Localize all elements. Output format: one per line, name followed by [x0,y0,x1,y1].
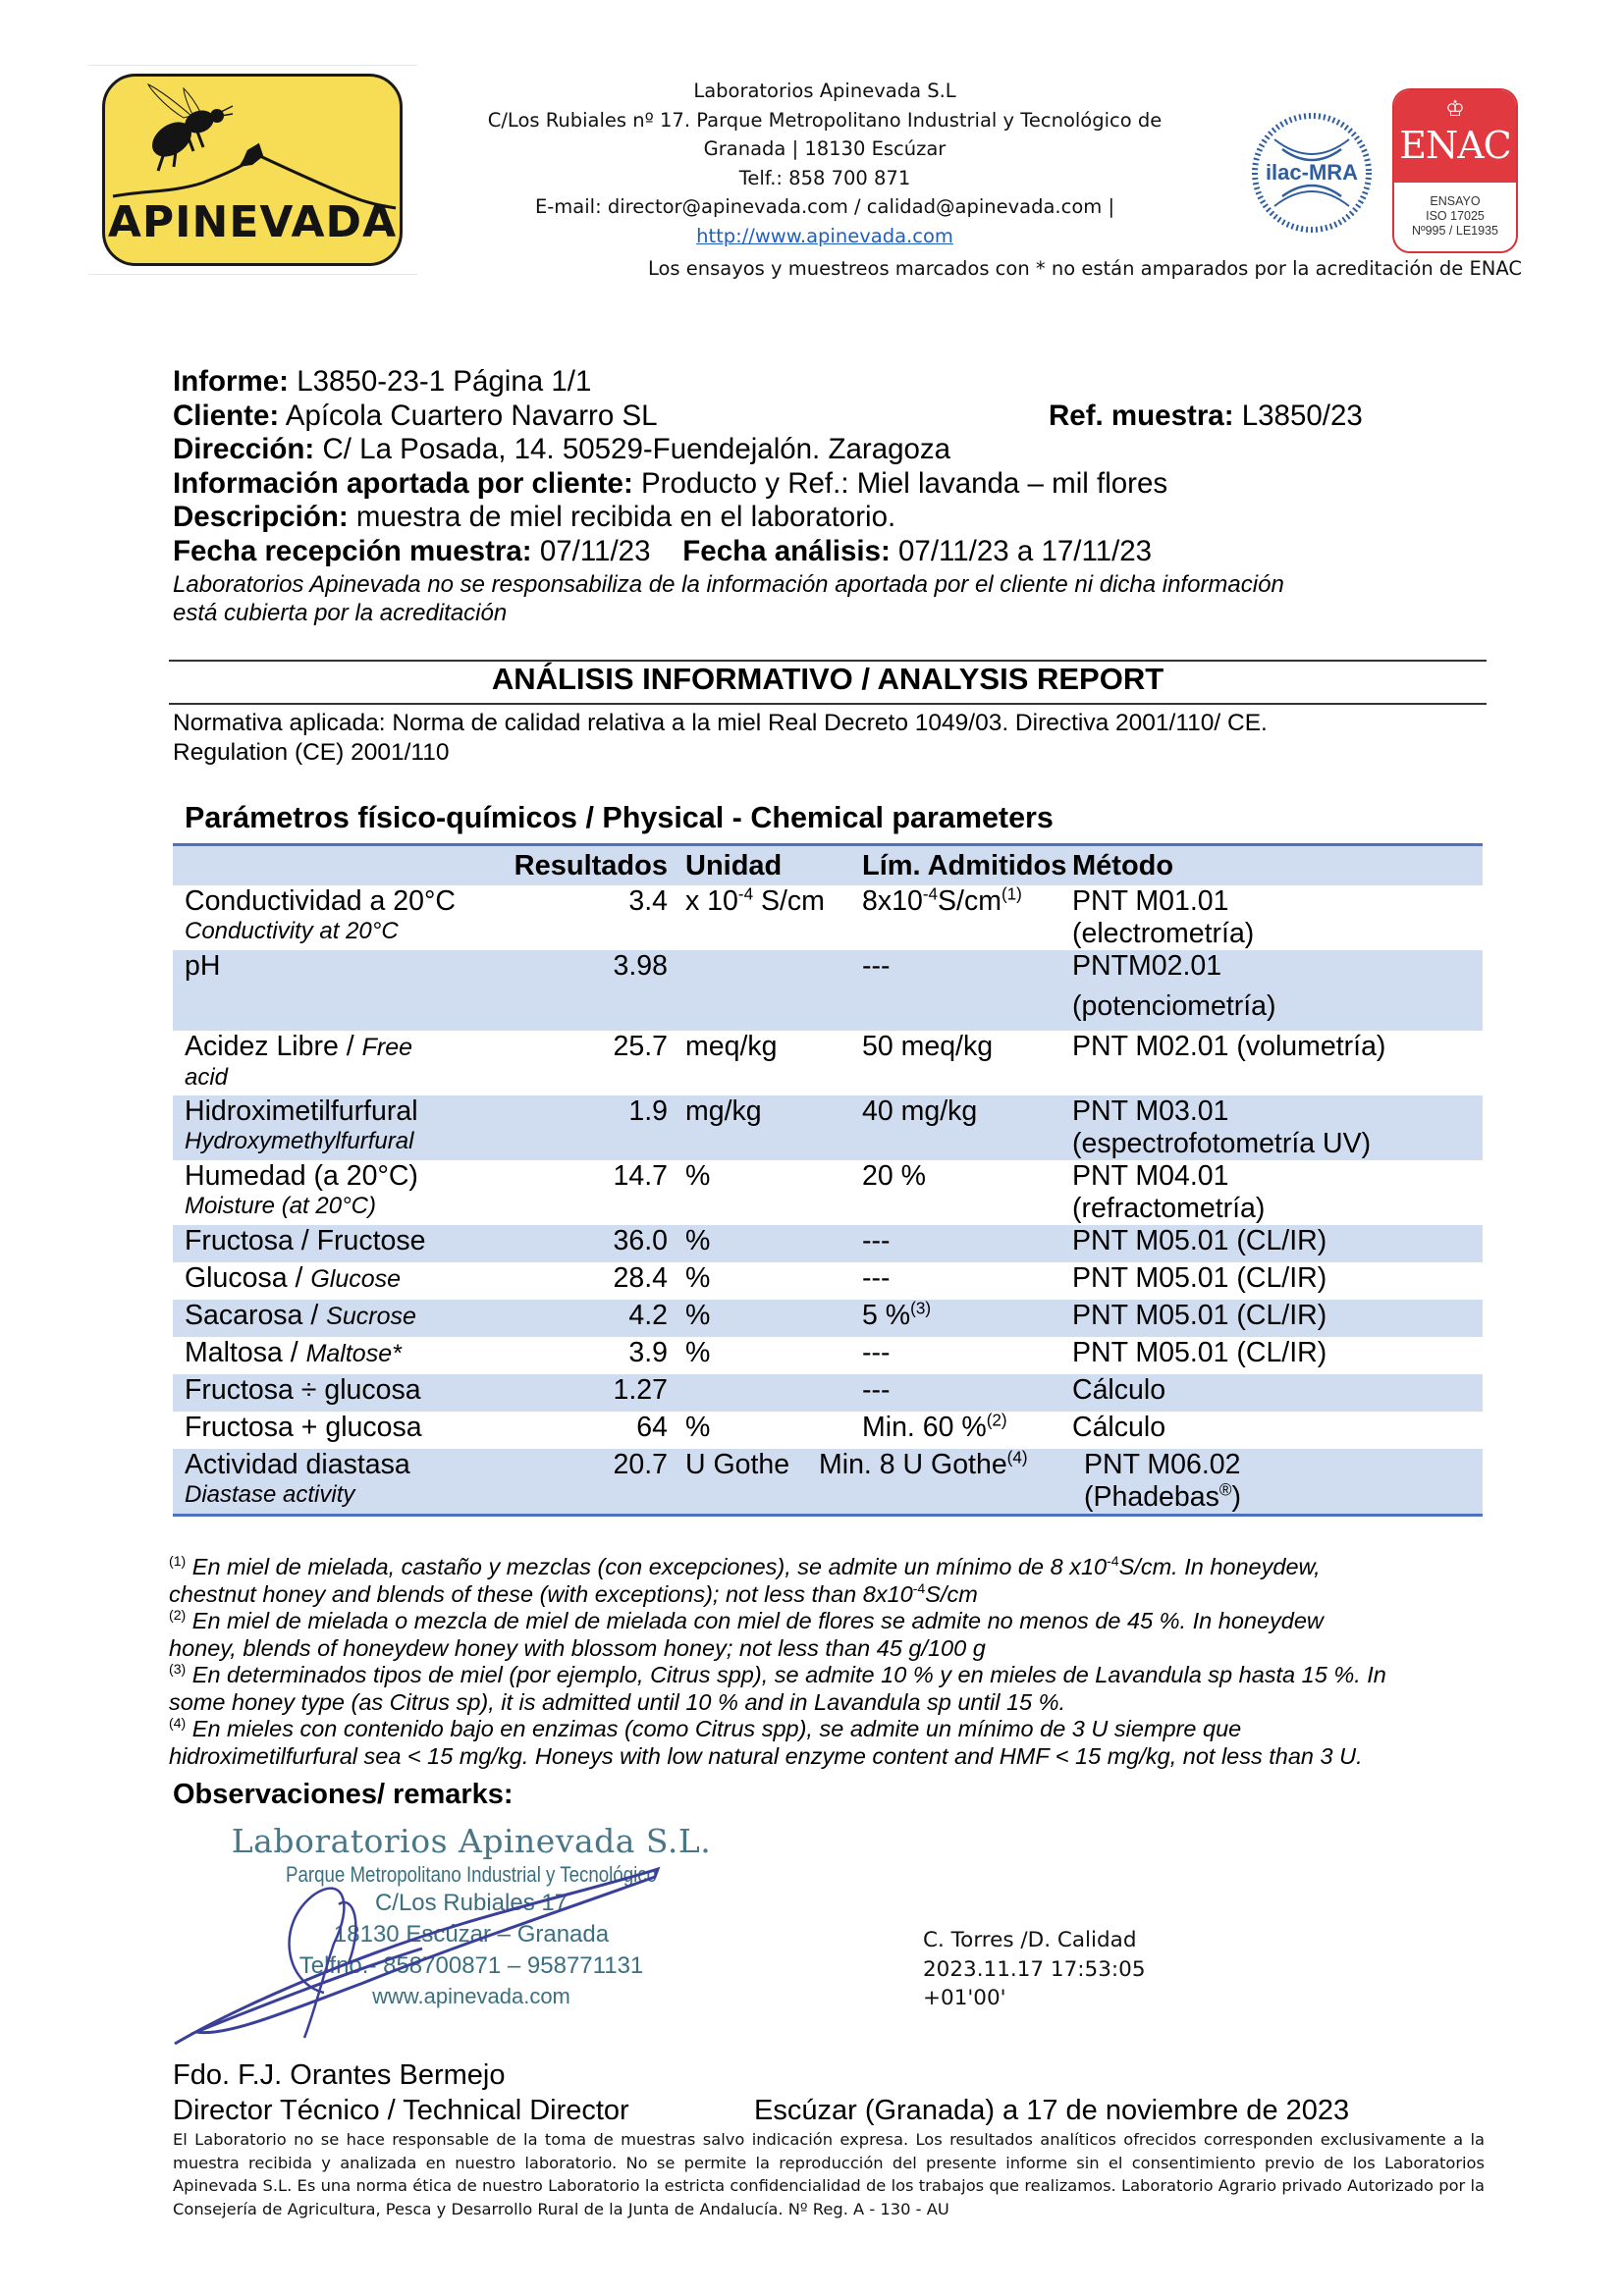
crown-icon: ♔ [1445,96,1465,121]
lab-stamp: Laboratorios Apinevada S.L. Parque Metropolitano Industrial y Tecnológico C/Los Rubiales 17 18130 Escúzar – Granada Telfno.- 858700871 – 958771131 www.apinevada.com [231,1822,712,2008]
fecha-recepcion-value: 07/11/23 [539,534,651,567]
param-name-en: Glucose [310,1265,402,1293]
lab-contact-info [422,77,1227,250]
param-cell [173,1337,507,1374]
result-cell: 36.0 [613,1225,668,1256]
website-link[interactable]: http://www.apinevada.com [696,224,953,247]
param-cell [173,1262,507,1300]
method-cell: PNT M03.01 (espectrofotometría UV) [1070,1095,1483,1160]
enac-line1: ENSAYO [1430,194,1481,208]
limit-cell: --- [862,1374,891,1406]
method-detail: (potenciometría) [1072,990,1276,1022]
footnote-mark: (3) [169,1661,187,1678]
enac-logo [1392,88,1518,253]
header-unidad: Unidad [685,850,783,881]
param-cell [173,1449,507,1514]
result-cell: 28.4 [613,1262,668,1294]
lab-address-line2: Granada | 18130 Escúzar [703,137,947,160]
param-name: pH [185,950,221,982]
ref-value: L3850/23 [1241,399,1363,432]
method-cell: PNT M01.01 (electrometría) [1070,885,1483,950]
limit-cell: Min. 60 %$^{(2)}$ [862,1411,1007,1443]
result-cell: 1.27 [613,1374,668,1406]
table-row [173,1262,1483,1300]
footnote: $^{(2)}$ En miel de mielada o mezcla de miel de mielada con miel de flores se admite no menos de 45 %. In honeydew honey, blends of honeydew honey with blossom honey; not less than 45 g/100 g [169,1607,1324,1661]
cliente-row: Cliente: Apícola Cuartero Navarro SL Ref. muestra: L3850/23 [173,399,1363,432]
place-date: Escúzar (Granada) a 17 de noviembre de 2023 [754,2095,1350,2126]
descripcion-value: muestra de miel recibida en el laboratorio. [355,501,896,533]
method-cell: PNT M05.01 (CL/IR) [1072,1300,1327,1331]
param-name-en: Free [361,1034,412,1061]
table-row [173,1225,1483,1262]
param-name: Fructosa + glucosa [185,1412,422,1443]
fechas-row: Fecha recepción muestra: 07/11/23 Fecha análisis: 07/11/23 a 17/11/23 [173,534,1153,567]
table-row [173,1300,1483,1337]
limit-cell: --- [862,1262,891,1294]
limit-cell: --- [862,1225,891,1256]
param-name-en: Hydroxymethylfurfural [185,1128,414,1154]
divider-bottom [169,703,1487,705]
param-name: Fructosa ÷ glucosa [185,1374,421,1406]
observaciones-label: Observaciones/ remarks: [173,1779,514,1810]
lab-phone: Telf.: 858 700 871 [738,166,911,189]
table-row [173,1374,1483,1412]
unit-cell: % [685,1225,711,1256]
info-cliente-row: Información aportada por cliente: Producto y Ref.: Miel lavanda – mil flores [173,466,1168,500]
unit-cell: U Gothe [685,1449,790,1480]
lab-email: E-mail: director@apinevada.com / calidad@apinevada.com | [534,195,1115,218]
result-cell: 20.7 [613,1449,668,1480]
result-cell: 3.98 [613,950,668,982]
footnote: $^{(3)}$ En determinados tipos de miel (por ejemplo, Citrus spp), se admite 10 % y en mieles de Lavandula sp hasta 15 %. In some honey type (as Citrus sp), it is admitted until 10 % and in Lavandula sp until 15 %. [169,1661,1386,1715]
header-resultados: Resultados [514,850,668,881]
handwritten-signature [167,1836,717,2061]
logo-text: APINEVADA [107,197,398,247]
footnote: $^{(4)}$ En mieles con contenido bajo en enzimas (como Citrus spp), se admite un mínimo de 3 U siempre que hidroximetilfurfural sea < 15 mg/kg. Honeys with low natural enzyme content and HMF < 15 mg/kg, not less than 3 U. [169,1715,1363,1769]
parameters-table [173,843,1483,1517]
report-info [173,365,1489,627]
info-cliente-value: Producto y Ref.: Miel lavanda – mil flores [641,466,1168,500]
table-row [173,1160,1483,1225]
limit-cell: 50 meq/kg [862,1031,994,1062]
result-cell: 1.9 [628,1095,668,1127]
footnote-mark: (4) [169,1715,187,1732]
descripcion-row: Descripción: muestra de miel recibida en el laboratorio. [173,501,896,533]
table-row [173,950,1483,1031]
footnote-mark: (1) [169,1553,187,1570]
param-cell [173,950,507,1031]
param-name: Maltosa / [185,1337,298,1368]
informe-row: Informe: L3850-23-1 Página 1/1 [173,365,592,398]
param-name: Sacarosa / [185,1300,319,1331]
result-cell: 64 [636,1412,668,1443]
limit-cell: --- [862,1337,891,1368]
unit-cell: % [685,1300,711,1331]
param-cell [173,1374,507,1412]
lab-name: Laboratorios Apinevada S.L [693,80,956,102]
method-detail: (refractometría) [1072,1193,1266,1224]
method-cell: PNT M05.01 (CL/IR) [1072,1225,1327,1256]
table-row [173,885,1483,950]
section-title: Parámetros físico-químicos / Physical - Chemical parameters [185,801,1054,834]
table-header [173,846,1483,885]
apinevada-logo [88,65,417,275]
footnote-ref: (1) [1001,884,1022,904]
unit-cell [674,950,854,1031]
table-row [173,1095,1483,1160]
client-info-disclaimer: Laboratorios Apinevada no se responsabiliza de la información aportada por el cliente ni dicha información está cubierta por la acreditación [173,571,1284,626]
unit-cell: mg/kg [685,1095,762,1127]
table-row [173,1412,1483,1449]
normativa: Normativa aplicada: Norma de calidad relativa a la miel Real Decreto 1049/03. Directiva 2001/110/ CE. Regulation (CE) 2001/110 [173,710,1268,766]
method-cell: PNT M05.01 (CL/IR) [1072,1337,1327,1368]
footnote-ref: (2) [986,1411,1007,1430]
report-title: ANÁLISIS INFORMATIVO / ANALYSIS REPORT [491,662,1164,696]
param-cell [173,1160,507,1225]
param-cell [173,1031,507,1095]
signer-name: Fdo. F.J. Orantes Bermejo [173,2059,506,2091]
method-cell: PNT M02.01 (volumetría) [1072,1031,1386,1062]
footnote-mark: (2) [169,1607,187,1624]
method-cell: PNT M04.01 (refractometría) [1070,1160,1483,1225]
result-cell: 3.4 [628,885,668,917]
unit-cell: % [685,1160,711,1192]
param-name: Glucosa / [185,1262,303,1294]
method-cell: PNT M06.02 (Phadebas®) [1070,1449,1483,1514]
unit-cell: % [685,1412,711,1443]
table-row [173,1449,1483,1514]
param-name-en: Conductivity at 20°C [185,918,399,944]
param-cell [173,885,507,950]
method-cell: Cálculo [1072,1412,1166,1443]
method-detail: (espectrofotometría UV) [1072,1128,1372,1159]
param-cell [173,1300,507,1337]
param-name: Conductividad a 20°C [185,885,456,917]
method-detail: (electrometría) [1072,918,1255,949]
param-name-en: Sucrose [326,1303,416,1330]
table-row [173,1337,1483,1374]
footnote-ref: (3) [910,1299,932,1318]
param-name-en: acid [185,1064,229,1091]
param-name: Actividad diastasa [185,1449,410,1480]
unit-cell: meq/kg [685,1031,778,1062]
unit-cell [674,1374,854,1412]
param-name-en: Diastase activity [185,1481,355,1508]
enac-accreditation-note: Los ensayos y muestreos marcados con * no están amparados por la acreditación de ENAC [647,257,1522,280]
header-limites: Lím. Admitidos [862,850,1067,881]
method-cell: Cálculo [1072,1374,1166,1406]
param-name: Acidez Libre / [185,1031,354,1062]
direccion-row: Dirección: C/ La Posada, 14. 50529-Fuendejalón. Zaragoza [173,433,951,465]
footnote-ref: (4) [1006,1448,1028,1468]
param-name-en: Moisture (at 20°C) [185,1193,376,1219]
footnote: $^{(1)}$ En miel de mielada, castaño y mezclas (con excepciones), se admite un mínimo de 8 $x10^{-4}S/cm$. In honeydew, chestnut honey and blends of these (with exceptions); not less than $8x10^{-4}S/cm$ [169,1553,1321,1607]
param-cell [173,1412,507,1449]
result-cell: 3.9 [628,1337,668,1368]
limit-cell: 5 %$^{(3)}$ [862,1299,932,1331]
param-name: Fructosa / Fructose [185,1225,426,1256]
limit-cell: 40 mg/kg [862,1095,978,1127]
result-cell: 25.7 [613,1031,668,1062]
unit-cell: % [685,1337,711,1368]
limit-cell: --- [862,950,891,982]
limit-cell: 20 % [862,1160,926,1192]
param-name: Humedad (a 20°C) [185,1160,418,1192]
enac-name: ENAC [1399,124,1511,167]
limit-cell: $8x10^{-4}S/cm^{(1)}$ [862,884,1022,917]
informe-value: L3850-23-1 Página 1/1 [297,365,592,398]
legal-notice: El Laboratorio no se hace responsable de la toma de muestras salvo indicación expresa. Los resultados analíticos ofrecidos corresponden exclusivamente a la muestra recibida y analizada en nuestro laboratorio. No se permite la reproducción del presente informe sin el consentimiento previo de los Laboratorios Apinevada S.L. Es una norma ética de nuestro Laboratorio la estricta confidencialidad de los trabajos que realizamos. Laboratorio Agrario privado Autorizado por la Consejería de Agricultura, Pesca y Desarrollo Rural de la Junta de Andalucía. Nº Reg. A - 130 - AU [173,2130,1485,2218]
footnotes [169,1554,1489,1770]
limit-cell: Min. 8 U Gothe$^{(4)}$ [819,1448,1028,1480]
unit-cell: x $10^{-4}$ S/cm [685,884,825,917]
fecha-analisis-value: 07/11/23 a 17/11/23 [898,534,1153,567]
ilac-mra-logo [1249,110,1375,236]
param-name: Hidroximetilfurfural [185,1095,418,1127]
ref-muestra: Ref. muestra: L3850/23 [1049,399,1363,432]
table-body [173,885,1483,1514]
ilac-text: ilac-MRA [1265,160,1359,185]
ilac-mra-icon [1249,110,1375,236]
header-metodo: Método [1072,850,1174,881]
signer-block [173,2057,1350,2128]
result-cell: 14.7 [613,1160,668,1192]
lab-address-line1: C/Los Rubiales nº 17. Parque Metropolitano Industrial y Tecnológico de [487,108,1163,132]
table-row [173,1031,1483,1095]
signer-role: Director Técnico / Technical Director [173,2095,629,2126]
cliente-value: Apícola Cuartero Navarro SL [285,399,658,432]
enac-line2: ISO 17025 [1426,209,1485,223]
method-detail: (Phadebas®) [1084,1480,1241,1513]
param-cell [173,1095,507,1160]
param-cell [173,1225,507,1262]
result-cell: 4.2 [628,1300,668,1331]
method-cell: PNTM02.01 (potenciometría) [1070,950,1483,1031]
unit-cell: % [685,1262,711,1294]
param-name-en: Maltose* [305,1340,402,1367]
digital-signature: C. Torres /D. Calidad 2023.11.17 17:53:05 +01'00' [923,1928,1146,2010]
method-cell: PNT M05.01 (CL/IR) [1072,1262,1327,1294]
enac-line3: Nº995 / LE1935 [1412,224,1498,238]
direccion-value: C/ La Posada, 14. 50529-Fuendejalón. Zaragoza [322,433,951,465]
